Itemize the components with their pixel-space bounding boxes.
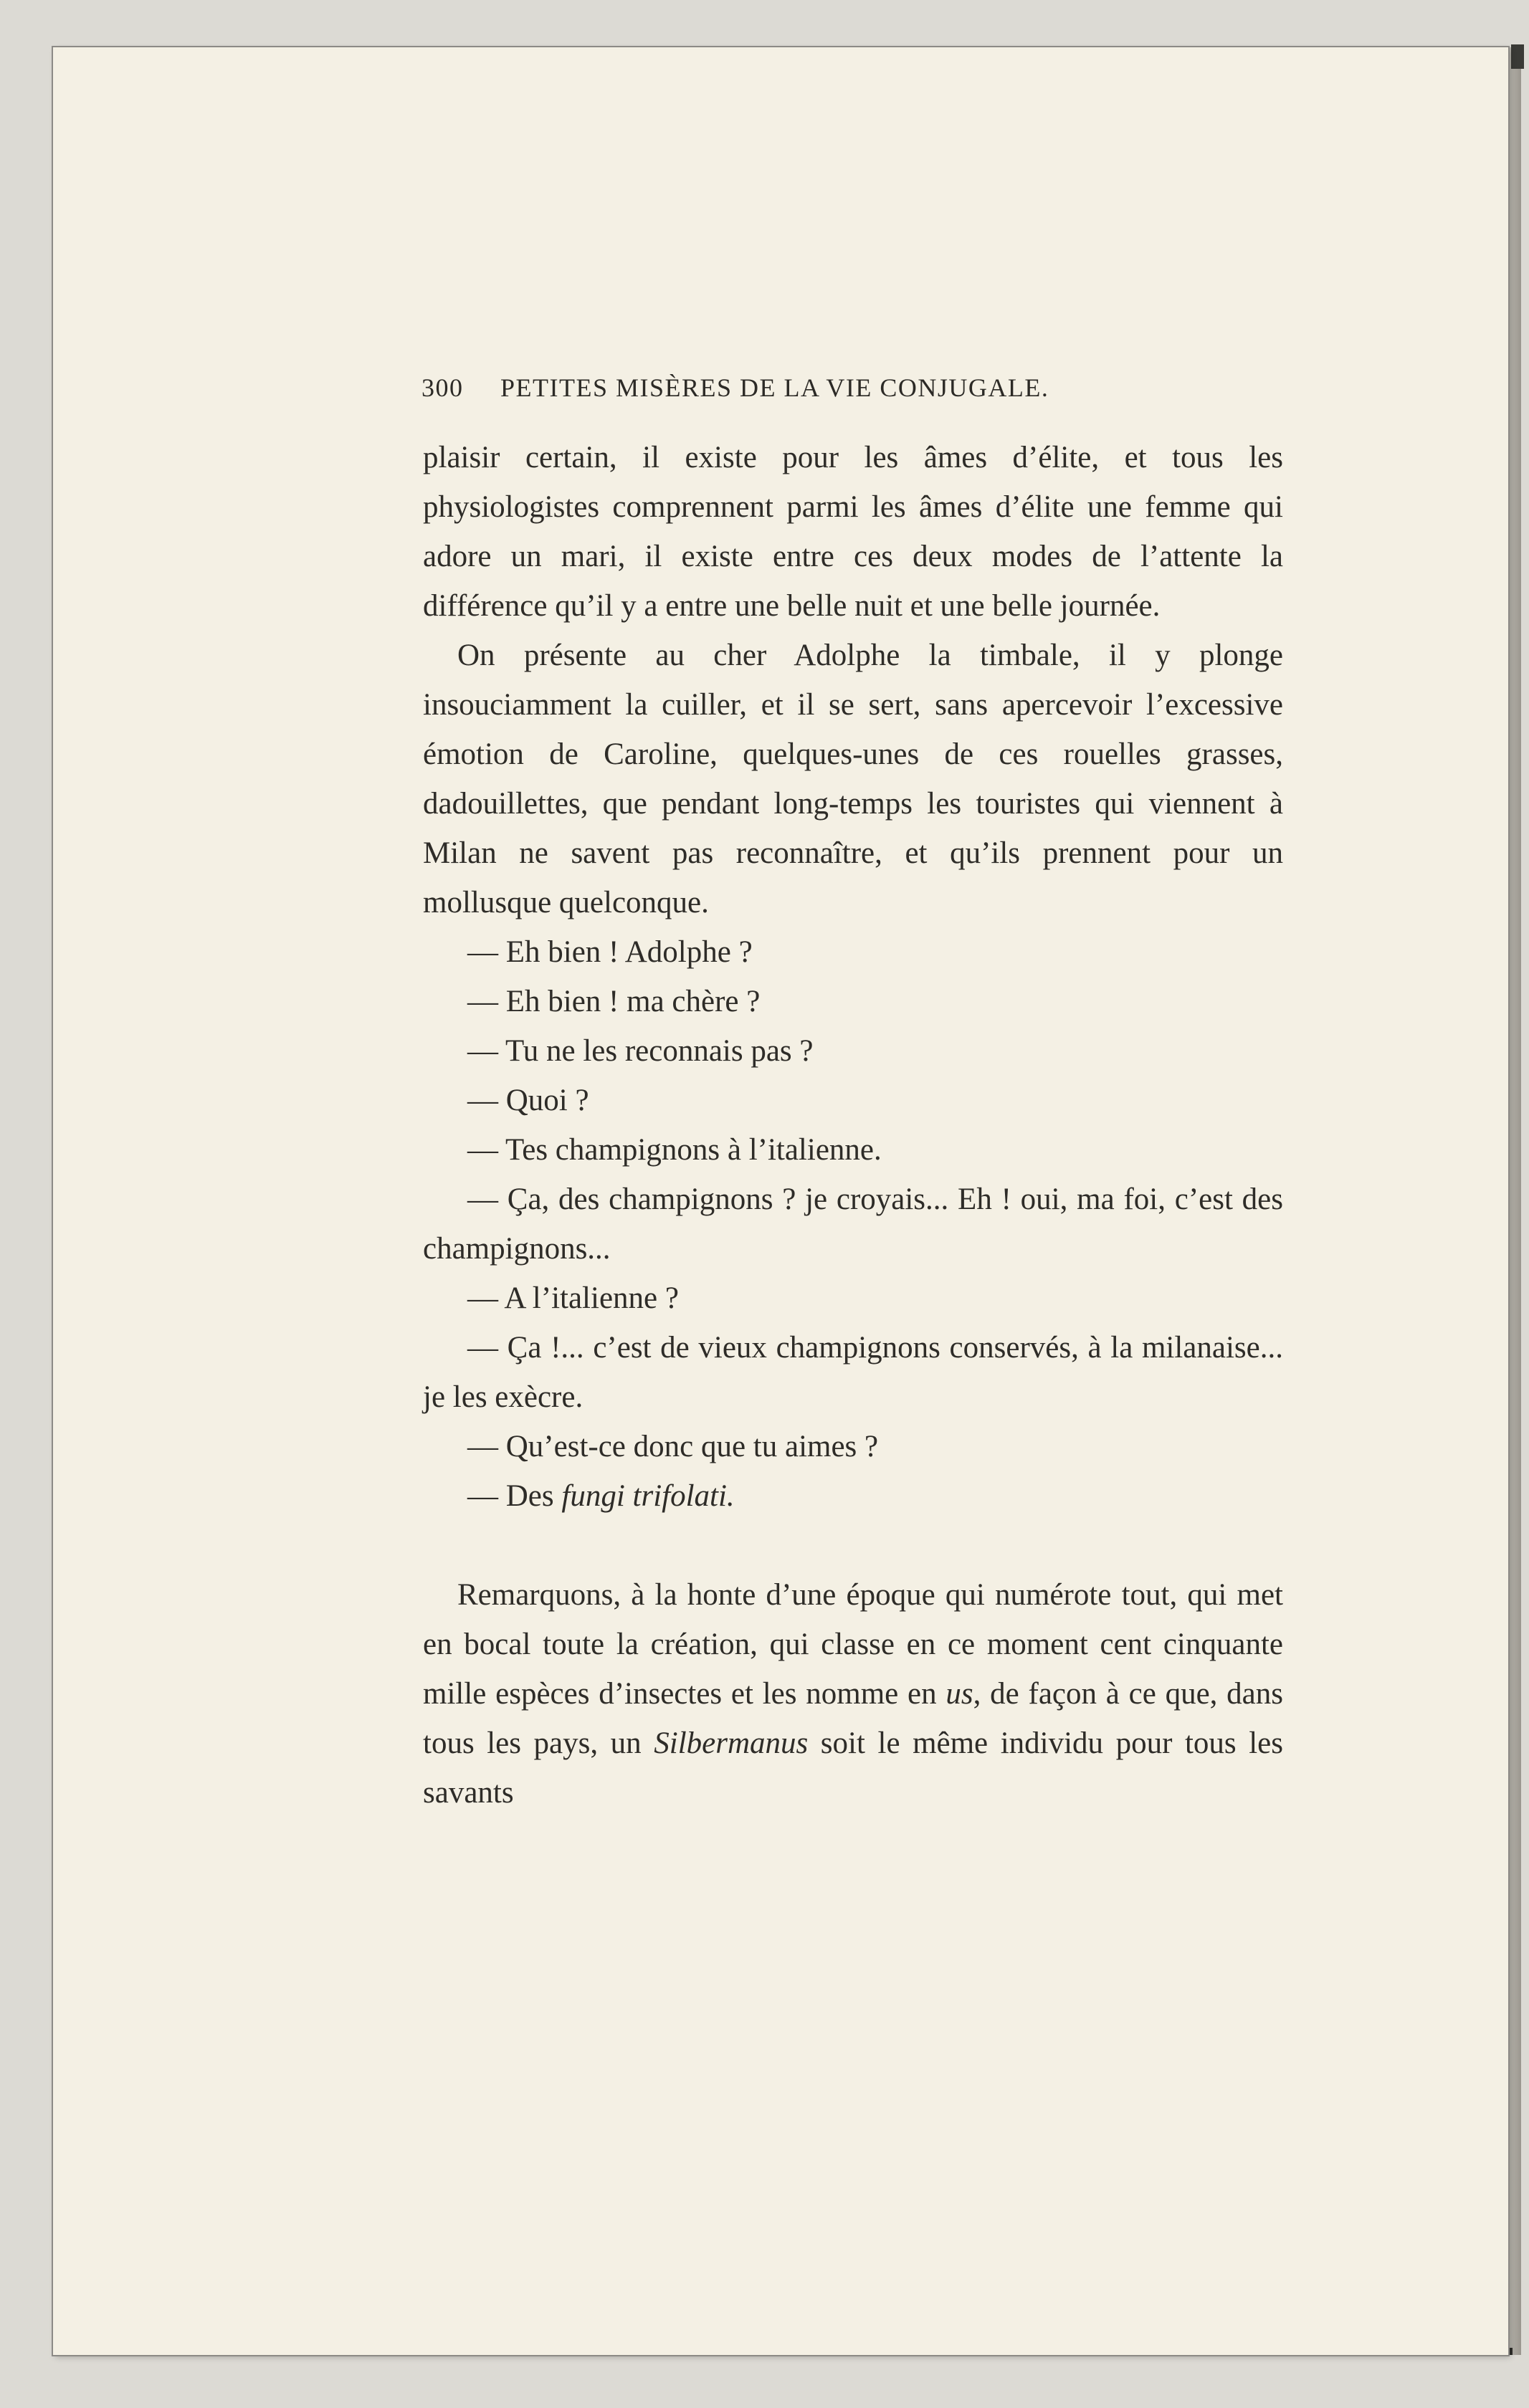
dialogue-line: — A l’italienne ? bbox=[467, 1281, 679, 1315]
dialogue-prefix: — Des bbox=[467, 1479, 562, 1513]
page-number: 300 bbox=[421, 373, 464, 402]
dialogue-line: — Tu ne les reconnais pas ? bbox=[467, 1034, 814, 1068]
dialogue-line: — Quoi ? bbox=[467, 1084, 589, 1117]
dialogue-line: — Eh bien ! Adolphe ? bbox=[467, 935, 753, 969]
paragraph-text: , de façon à ce que, dans tous les pays, un bbox=[423, 1677, 1283, 1760]
dialogue-line: — Eh bien ! ma chère ? bbox=[467, 985, 761, 1018]
page-edge bbox=[1508, 47, 1521, 2355]
dialogue-line bbox=[423, 1471, 1283, 1521]
italic-term: Silbermanus bbox=[654, 1726, 809, 1760]
paragraph: plaisir certain, il existe pour les âmes d’élite, et tous les physiologistes comprennent parmi les âmes d’élite une femme qui adore un mari, il existe entre ces deux modes de l’attente la différence qu’il y a entre une belle nuit et une belle journée. bbox=[423, 441, 1283, 623]
dialogue-line: — Ça, des champignons ? je croyais... Eh ! oui, ma foi, c’est des champignons... bbox=[423, 1182, 1283, 1266]
dialogue-line: — Tes champignons à l’italienne. bbox=[467, 1133, 882, 1167]
scan-edge-mark bbox=[1511, 44, 1524, 69]
italic-term: fungi trifolati. bbox=[561, 1479, 735, 1513]
body-text bbox=[423, 433, 1283, 1817]
italic-term: us bbox=[945, 1677, 973, 1711]
dialogue-line: — Qu’est-ce donc que tu aimes ? bbox=[467, 1430, 879, 1463]
running-title: PETITES MISÈRES DE LA VIE CONJUGALE. bbox=[500, 373, 1049, 402]
paragraph-text: soit le même individu pour tous les savants bbox=[423, 1726, 1283, 1810]
paragraph bbox=[423, 1570, 1283, 1817]
paragraph: On présente au cher Adolphe la timbale, il y plonge insouciamment la cuiller, et il se sert, sans apercevoir l’excessive émotion de Caroline, quelques-unes de ces rouelles grasses, dadouillettes, que pendant long-temps les touristes qui viennent à Milan ne savent pas reconnaître, et qu’ils prennent pour un mollusque quelconque. bbox=[423, 639, 1283, 919]
paragraph-text: Remarquons, à la honte d’une époque qui numérote tout, qui met en bocal toute la création, qui classe en ce moment cent cinquante mille espèces d’insectes et les nomme en bbox=[423, 1578, 1283, 1711]
running-header bbox=[421, 373, 1282, 403]
dialogue-line: — Ça !... c’est de vieux champignons conservés, à la milanaise... je les exècre. bbox=[423, 1331, 1283, 1414]
